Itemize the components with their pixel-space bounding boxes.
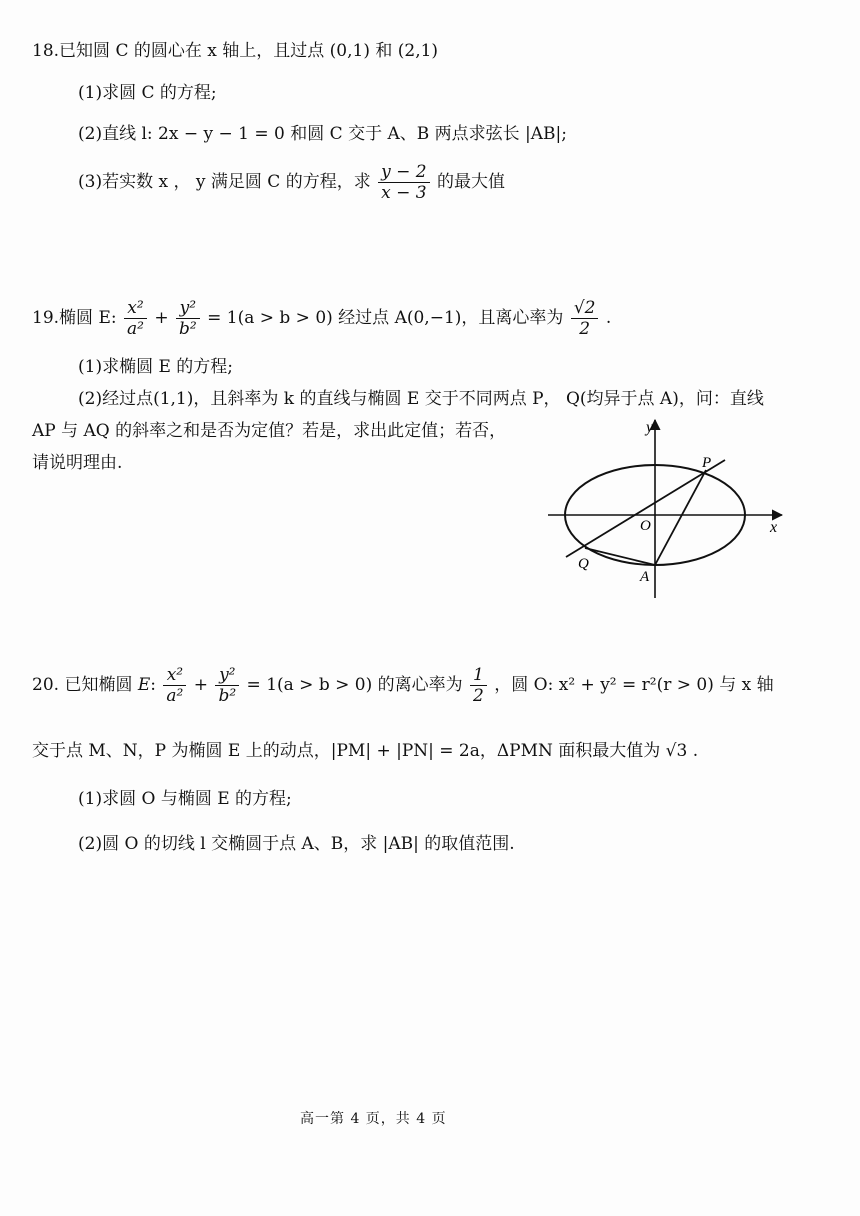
x-axis-label: x [770,519,778,536]
point-p-label: P [702,455,712,471]
q20-colon: : [150,675,157,695]
q18-part1: (1)求圆 C 的方程; [78,83,217,103]
q19-stem-end: . [605,308,612,328]
q19-fraction-x-den: a² [126,319,144,339]
q19-plus: + [154,308,169,328]
q20-fraction-x-num: x² [163,665,186,686]
q20-fraction-x [163,665,186,706]
q20-line2: 交于点 M、N，P 为椭圆 E 上的动点，|PM| + |PN| = 2a，ΔPMN 面积最大值为 √3 . [32,741,699,761]
q20-stem-end: ，圆 O: x² + y² = r²(r > 0) 与 x 轴 [494,675,774,695]
q18-stem: 18.已知圆 C 的圆心在 x 轴上，且过点 (0,1) 和 (2,1) [32,41,439,61]
q19-part2-line3: 请说明理由. [32,453,123,473]
q20-eccentricity [470,665,487,706]
q19-stem-middle: = 1(a > b > 0) 经过点 A(0,−1)，且离心率为 [207,308,564,328]
q20-part1: (1)求圆 O 与椭圆 E 的方程; [78,789,292,809]
q20-part2: (2)圆 O 的切线 l 交椭圆于点 A、B，求 |AB| 的取值范围. [78,834,515,854]
q18-part3-suffix: 的最大值 [437,172,505,192]
origin-label: O [640,518,651,534]
q18-fraction-denominator: x − 3 [381,183,427,203]
line-ap [655,470,706,565]
y-axis-label: y [646,419,654,436]
q20-plus: + [193,675,209,695]
q19-eccentricity-num: √2 [571,298,599,319]
q19-part2-line2: AP 与 AQ 的斜率之和是否为定值？若是，求出此定值；若否， [32,421,507,441]
q20-fraction-x-den: a² [166,686,184,706]
q18-fraction-numerator: y − 2 [378,162,429,183]
q20-stem [32,665,774,706]
q19-stem-prefix: 19.椭圆 E: [32,308,117,328]
q20-eccentricity-den: 2 [473,686,484,706]
q19-fraction-x-num: x² [124,298,147,319]
q19-fraction-y-num: y² [176,298,200,319]
q20-fraction-y [215,665,239,706]
point-a-label: A [640,569,650,585]
page-footer: 高一第 4 页，共 4 页 [300,1111,447,1127]
q20-stem-middle: = 1(a > b > 0) 的离心率为 [246,675,463,695]
line-pq [566,460,725,557]
q19-part2-line1: (2)经过点(1,1)，且斜率为 k 的直线与椭圆 E 交于不同两点 P， Q(均异于点 A)，问：直线 [78,389,764,409]
q20-eccentricity-num: 1 [470,665,487,686]
q19-part1: (1)求椭圆 E 的方程; [78,357,234,377]
q20-ellipse-symbol: E [137,675,151,695]
q20-stem-prefix: 20. 已知椭圆 [32,675,133,695]
line-aq [585,548,655,565]
point-q-label: Q [578,556,589,572]
q18-part2: (2)直线 l: 2x − y − 1 = 0 和圆 C 交于 A、B 两点求弦长 |AB|; [78,124,567,144]
q19-fraction-y-den: b² [179,319,197,339]
q20-fraction-y-den: b² [218,686,237,706]
q18-part3-prefix: (3)若实数 x ， y 满足圆 C 的方程，求 [78,172,371,192]
q19-eccentricity-den: 2 [579,319,591,339]
q20-fraction-y-num: y² [215,665,239,686]
